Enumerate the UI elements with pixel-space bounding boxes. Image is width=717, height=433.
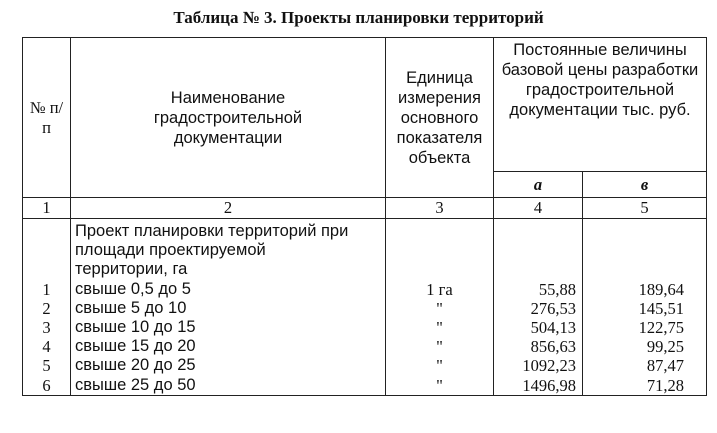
body-col-unit xyxy=(386,219,494,396)
row-number: 4 xyxy=(42,337,51,357)
row-name: свыше 25 до 50 xyxy=(75,375,196,394)
col-number-3: 3 xyxy=(386,198,494,219)
row-value-a: 856,63 xyxy=(530,337,576,357)
row-value-b: 99,25 xyxy=(646,337,685,357)
row-value-b: 71,28 xyxy=(646,375,685,395)
col-number-2: 2 xyxy=(71,198,386,219)
body-col-no xyxy=(23,219,71,396)
body-col-b xyxy=(583,219,707,396)
row-unit: 1 га xyxy=(426,279,453,299)
row-number: 5 xyxy=(42,356,51,376)
table-title: Таблица № 3. Проекты планировки территорий xyxy=(173,8,544,27)
section-title-line: площади проектируемой xyxy=(75,241,266,260)
col-number-5: 5 xyxy=(583,198,707,219)
row-name: свыше 5 до 10 xyxy=(75,298,187,317)
row-value-b: 122,75 xyxy=(638,317,685,337)
row-value-a: 1496,98 xyxy=(522,375,576,395)
section-title-line: Проект планировки территорий при xyxy=(75,222,349,240)
sub-header-b: в xyxy=(583,172,707,198)
col-name-header: Наименование градостроительной документации xyxy=(71,38,386,198)
row-value-a: 504,13 xyxy=(530,317,576,337)
row-number: 1 xyxy=(42,279,51,299)
row-number: 3 xyxy=(42,317,51,337)
row-name: свыше 20 до 25 xyxy=(75,356,196,375)
row-unit: " xyxy=(436,337,443,357)
column-numbers-row xyxy=(23,198,707,219)
col-price-header: Постоянные величины базовой цены разработки градостроительной документации тыс. руб. xyxy=(494,38,707,172)
body-col-name xyxy=(71,219,386,396)
body-col-a xyxy=(494,219,583,396)
sub-header-a: а xyxy=(494,172,583,198)
projects-table xyxy=(22,37,707,396)
header-row xyxy=(23,38,707,172)
col-number-header: № п/п xyxy=(23,38,71,198)
row-unit: " xyxy=(436,298,443,318)
row-unit: " xyxy=(436,375,443,395)
col-number-1: 1 xyxy=(23,198,71,219)
row-unit: " xyxy=(436,356,443,376)
col-unit-header: Единица измерения основного показателя объекта xyxy=(386,38,494,198)
col-number-4: 4 xyxy=(494,198,583,219)
row-value-b: 145,51 xyxy=(638,298,685,318)
row-value-a: 276,53 xyxy=(530,298,576,318)
row-value-a: 1092,23 xyxy=(522,356,576,376)
row-value-b: 189,64 xyxy=(638,279,685,299)
section-title-line: территории, га xyxy=(75,260,188,279)
row-value-a: 55,88 xyxy=(538,279,576,299)
row-number: 6 xyxy=(42,375,51,395)
row-name: свыше 10 до 15 xyxy=(75,317,196,336)
row-value-b: 87,47 xyxy=(646,356,685,376)
table-body-row xyxy=(23,219,707,396)
row-name: свыше 15 до 20 xyxy=(75,337,196,356)
row-unit: " xyxy=(436,317,443,337)
row-name: свыше 0,5 до 5 xyxy=(75,279,191,298)
row-number: 2 xyxy=(42,298,51,318)
